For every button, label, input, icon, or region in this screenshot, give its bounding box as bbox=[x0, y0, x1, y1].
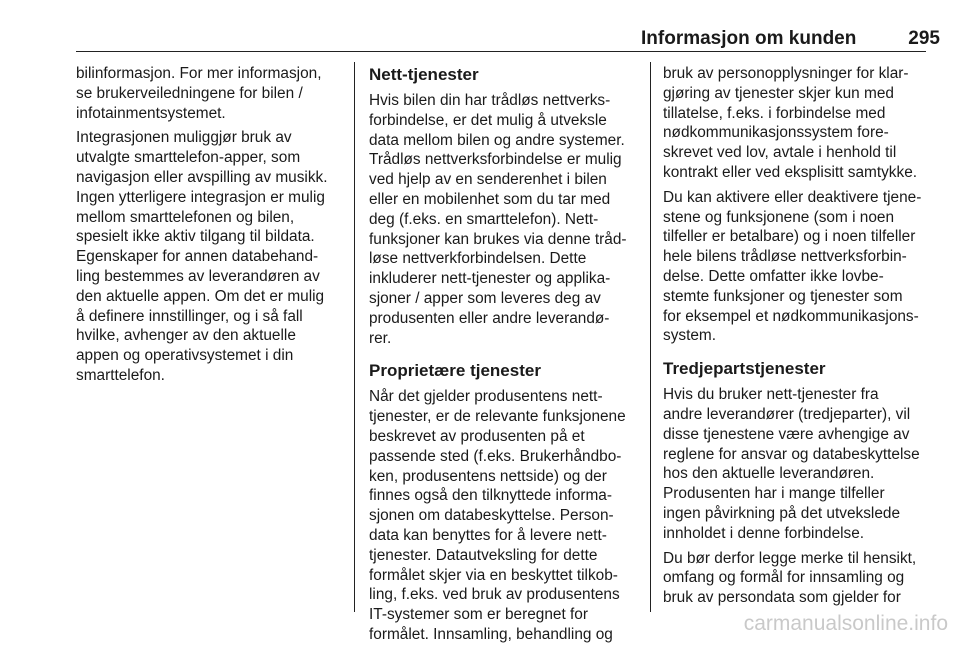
text-line: bilinformasjon. For mer informasjon, bbox=[76, 65, 322, 82]
text-line: Produsenten har i mange tilfeller bbox=[663, 485, 885, 503]
body-paragraph bbox=[663, 385, 943, 543]
section-heading: Tredjepartstjenester bbox=[663, 359, 826, 379]
text-line: Du bør derfor legge merke til hensikt, bbox=[663, 549, 917, 567]
text-line: ken, produsentens nettside) og der bbox=[369, 467, 607, 485]
text-line: finnes også den tilknyttede informa- bbox=[369, 487, 612, 505]
text-line: data kan benyttes for å levere nett- bbox=[369, 526, 607, 544]
text-line: Integrasjonen muliggjør bruk av bbox=[76, 129, 292, 147]
text-line: tillatelse, f.eks. i forbindelse med bbox=[663, 104, 886, 122]
text-line: den aktuelle appen. Om det er mulig bbox=[76, 287, 325, 305]
text-line: Når det gjelder produsentens nett- bbox=[369, 388, 603, 406]
text-line: tilfeller er betalbare) og i noen tilfeller bbox=[663, 228, 916, 246]
text-line: sjoner / apper som leveres deg av bbox=[369, 289, 601, 307]
text-line: inkluderer nett-tjenester og applika- bbox=[369, 270, 611, 288]
text-line: appen og operativsystemet i din bbox=[76, 347, 294, 365]
text-column-2 bbox=[369, 64, 644, 650]
text-line: mellom smarttelefonen og bilen, bbox=[76, 208, 295, 226]
text-line: Egenskaper for annen databehand- bbox=[76, 248, 319, 266]
text-line: gjøring av tjenester skjer kun med bbox=[663, 84, 894, 102]
body-paragraph bbox=[369, 91, 644, 348]
text-line: nødkommunikasjonssystem fore- bbox=[663, 124, 889, 142]
text-line: stemte funksjoner og tjenester som bbox=[663, 287, 903, 305]
body-paragraph bbox=[663, 64, 943, 183]
text-line: hele bilens trådløse nettverksforbin- bbox=[663, 248, 907, 266]
text-line: hvilke, avhenger av den aktuelle bbox=[76, 327, 296, 345]
text-line: innholdet i denne forbindelse. bbox=[663, 524, 865, 542]
text-line: formålet skjer via en beskyttet tilkob- bbox=[369, 566, 618, 584]
text-line: formålet. Innsamling, behandling og bbox=[369, 625, 613, 643]
body-paragraph bbox=[663, 188, 943, 346]
text-line: ingen påvirkning på det utvekslede bbox=[663, 504, 901, 522]
column-divider-2 bbox=[650, 62, 651, 612]
text-line: reglene for ansvar og databeskyttelse bbox=[663, 445, 920, 463]
text-line: omfang og formål for innsamling og bbox=[663, 569, 905, 587]
text-line: ved hjelp av en senderenhet i bilen bbox=[369, 171, 607, 189]
watermark: carmanualsonline.info bbox=[743, 612, 948, 635]
section-heading: Proprietære tjenester bbox=[369, 361, 541, 381]
text-line: smarttelefon. bbox=[76, 366, 165, 384]
text-line: eller en mobilenhet som du tar med bbox=[369, 190, 611, 208]
text-line: tjenester, er de relevante funksjonene bbox=[369, 408, 626, 426]
text-line: sjonen om databeskyttelse. Person- bbox=[369, 507, 614, 525]
text-line: IT-systemer som er beregnet for bbox=[369, 606, 588, 624]
text-line: spesielt ikke aktiv tilgang til bildata. bbox=[76, 228, 315, 246]
text-line: forbindelse, er det mulig å utveksle bbox=[369, 111, 607, 129]
page-title: Informasjon om kunden bbox=[641, 28, 857, 49]
header-rule bbox=[76, 51, 926, 52]
text-line: data mellom bilen og andre systemer. bbox=[369, 131, 625, 149]
text-line: for eksempel et nødkommunikasjons- bbox=[663, 307, 919, 325]
text-column-3 bbox=[663, 64, 943, 613]
text-line: utvalgte smarttelefon-apper, som bbox=[76, 149, 301, 167]
body-paragraph bbox=[76, 128, 348, 385]
text-line: deg (f.eks. en smarttelefon). Nett- bbox=[369, 210, 599, 228]
text-line: produsenten eller andre leverandø- bbox=[369, 309, 610, 327]
text-line: bruk av persondata som gjelder for bbox=[663, 589, 901, 607]
text-line: Trådløs nettverksforbindelse er mulig bbox=[369, 151, 622, 169]
text-line: kontrakt eller ved eksplisitt samtykke. bbox=[663, 163, 918, 181]
text-line: stene og funksjonene (som i noen bbox=[663, 208, 895, 226]
text-line: hos den aktuelle leverandøren. bbox=[663, 465, 875, 483]
text-line: beskrevet av produsenten på et bbox=[369, 427, 585, 445]
text-line: ling bestemmes av leverandøren av bbox=[76, 267, 320, 285]
text-line: disse tjenestene være avhengige av bbox=[663, 425, 910, 443]
text-line: funksjoner kan brukes via denne tråd- bbox=[369, 230, 627, 248]
text-line: tjenester. Datautveksling for dette bbox=[369, 546, 598, 564]
column-divider-1 bbox=[354, 62, 355, 612]
text-line: rer. bbox=[369, 329, 392, 347]
text-line: ling, f.eks. ved bruk av produsentens bbox=[369, 586, 620, 604]
text-line: andre leverandører (tredjeparter), vil bbox=[663, 405, 911, 423]
text-line: å definere innstillinger, og i så fall bbox=[76, 307, 303, 325]
text-line: skrevet ved lov, avtale i henhold til bbox=[663, 144, 897, 162]
body-paragraph bbox=[76, 64, 348, 123]
text-line: Ingen ytterligere integrasjon er mulig bbox=[76, 188, 325, 206]
text-line: infotainmentsystemet. bbox=[76, 104, 226, 122]
text-line: bruk av personopplysninger for klar- bbox=[663, 65, 909, 82]
text-line: Hvis du bruker nett-tjenester fra bbox=[663, 386, 879, 404]
text-line: passende sted (f.eks. Brukerhåndbo- bbox=[369, 447, 622, 465]
body-paragraph bbox=[663, 549, 943, 608]
text-line: Hvis bilen din har trådløs nettverks- bbox=[369, 92, 611, 109]
text-line: delse. Dette omfatter ikke lovbe- bbox=[663, 267, 884, 285]
text-line: se brukerveiledningene for bilen / bbox=[76, 84, 303, 102]
body-paragraph bbox=[369, 387, 644, 644]
text-line: løse nettverkforbindelsen. Dette bbox=[369, 250, 587, 268]
text-line: Du kan aktivere eller deaktivere tjene- bbox=[663, 188, 922, 206]
section-heading: Nett-tjenester bbox=[369, 65, 479, 84]
text-line: navigasjon eller avspilling av musikk. bbox=[76, 168, 328, 186]
text-column-1 bbox=[76, 64, 348, 391]
page-number: 295 bbox=[908, 28, 940, 49]
text-line: system. bbox=[663, 327, 717, 345]
